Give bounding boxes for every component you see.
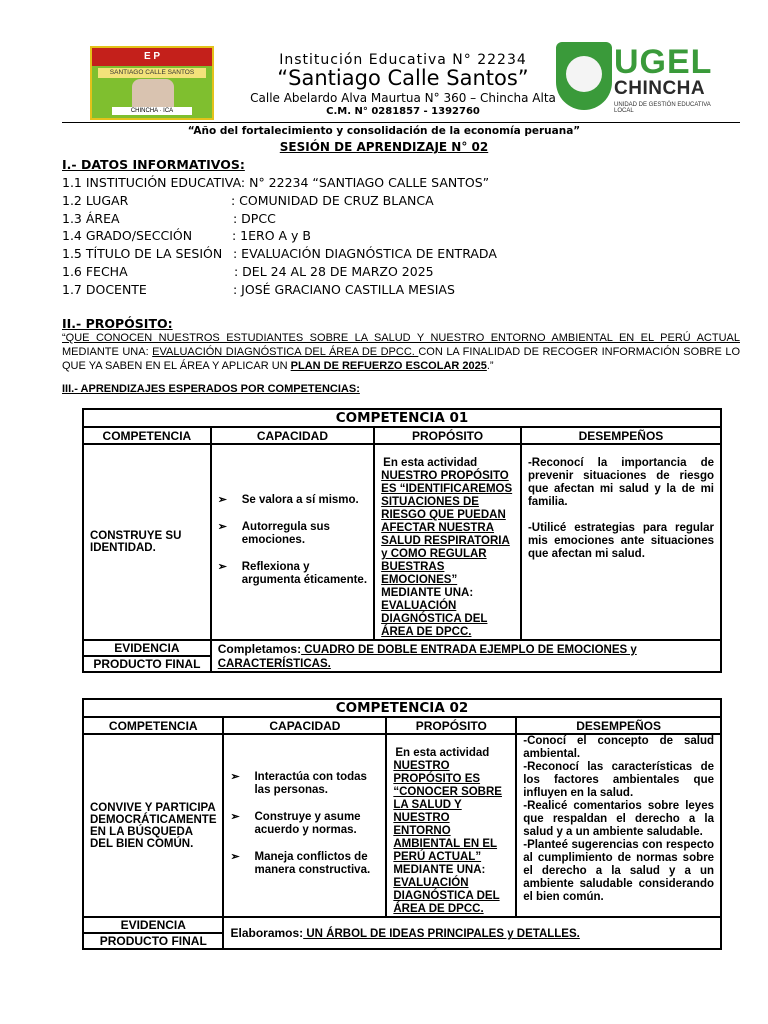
header-proposito: PROPÓSITO xyxy=(386,717,516,734)
section1-title: I.- DATOS INFORMATIVOS: xyxy=(62,157,245,172)
info-row-6 xyxy=(62,264,434,279)
info-row-7 xyxy=(62,282,455,297)
proposito-end: EVALUACIÓN DIAGNÓSTICA DEL ÁREA DE DPCC. xyxy=(381,600,488,638)
ugel-shield-icon xyxy=(556,42,612,110)
purpose-part-4: CON LA FINALIDAD DE RECOGER INFORMACIÓN SOBRE LO QUE YA SABEN EN EL ÁREA Y APLICAR UN xyxy=(62,346,741,372)
info-row-5 xyxy=(62,246,497,261)
purpose-part-3: EVALUACIÓN DIAGNÓSTICA DEL ÁREA DE DPCC. xyxy=(152,346,419,358)
desempeno-item: -Planteé sugerencias con respecto al cumplimiento de normas sobre el derecho a la salud y a un ambiente saludable considerando el bien común. xyxy=(523,839,714,903)
school-address: Calle Abelardo Alva Maurtua N° 360 – Chincha Alta xyxy=(250,91,556,105)
info-row-3 xyxy=(62,211,276,226)
producto-final-label: PRODUCTO FINAL xyxy=(83,656,211,672)
session-title: SESIÓN DE APRENDIZAJE N° 02 xyxy=(279,140,489,154)
competencia-table-1 xyxy=(82,408,722,673)
capacidad-cell xyxy=(211,444,374,640)
header-capacidad: CAPACIDAD xyxy=(223,717,386,734)
desempenos-cell xyxy=(521,444,721,640)
school-logo-bottom-text: CHINCHA · ICA xyxy=(112,107,192,115)
desempeno-item: -Reconocí la importancia de prevenir situaciones de riesgo que afectan mi salud y la de mi familia. xyxy=(527,457,714,508)
info-label: 1.2 LUGAR xyxy=(62,193,129,208)
section3-title: III.- APRENDIZAJES ESPERADOS POR COMPETENCIAS: xyxy=(62,383,360,395)
proposito-end: EVALUACIÓN DIAGNÓSTICA DEL ÁREA DE DPCC. xyxy=(393,877,500,915)
purpose-part-6: .” xyxy=(486,360,494,372)
proposito-cell xyxy=(374,444,521,640)
info-value: : DPCC xyxy=(233,211,276,226)
info-label: 1.5 TÍTULO DE LA SESIÓN xyxy=(62,246,223,261)
year-motto: “Año del fortalecimiento y consolidación de la economía peruana” xyxy=(187,125,581,137)
info-label: 1.7 DOCENTE xyxy=(62,282,147,297)
proposito-mid: MEDIANTE UNA xyxy=(381,587,470,599)
info-label: 1.6 FECHA xyxy=(62,264,128,279)
info-value: : EVALUACIÓN DIAGNÓSTICA DE ENTRADA xyxy=(233,246,497,261)
info-label: 1.3 ÁREA xyxy=(62,211,120,226)
purpose-part-1: “QUE CONOCEN NUESTROS ESTUDIANTES SOBRE LA SALUD Y NUESTRO ENTORNO AMBIENTAL EN EL PERÚ ACTUAL xyxy=(62,332,740,344)
evidencia-cell xyxy=(211,640,721,672)
competencia-table-2 xyxy=(82,698,722,950)
proposito-cell xyxy=(386,734,516,917)
header-divider xyxy=(62,122,740,123)
producto-final-label: PRODUCTO FINAL xyxy=(83,933,223,949)
evidencia-text: CUADRO DE DOBLE ENTRADA EJEMPLO DE EMOCIONES y CARACTERÍSTICAS. xyxy=(217,644,637,670)
competencia-title: COMPETENCIA 01 xyxy=(83,409,721,427)
desempeno-item: -Utilicé estrategias para regular mis emociones ante situaciones que afectan mi salud. xyxy=(527,522,714,560)
institution-line: Institución Educativa N° 22234 xyxy=(279,52,527,68)
proposito-intro: En esta actividad xyxy=(395,747,490,759)
evidencia-label: EVIDENCIA xyxy=(83,917,223,933)
section2-title: II.- PROPÓSITO: xyxy=(62,316,173,331)
header-desempenos: DESEMPEÑOS xyxy=(516,717,721,734)
capacidad-item: ➢ Construye y asume acuerdo y normas. xyxy=(254,811,379,837)
capacidad-item: ➢ Interactúa con todas las personas. xyxy=(254,771,379,797)
info-label: 1.1 INSTITUCIÓN EDUCATIVA: xyxy=(62,175,246,190)
ugel-logo xyxy=(554,40,714,114)
competencia-cell: CONVIVE Y PARTICIPA DEMOCRÁTICAMENTE EN LA BÚSQUEDA DEL BIEN COMÚN. xyxy=(83,734,223,917)
ugel-logo-tagline: UNIDAD DE GESTIÓN EDUCATIVA LOCAL xyxy=(614,102,711,114)
desempenos-cell xyxy=(516,734,721,917)
capacidad-item: ➢ Maneja conflictos de manera constructiva. xyxy=(254,851,379,877)
evidencia-label: EVIDENCIA xyxy=(83,640,211,656)
info-value: : JOSÉ GRACIANO CASTILLA MESIAS xyxy=(233,282,455,297)
purpose-part-2: MEDIANTE UNA: xyxy=(62,346,153,358)
desempeno-item: -Realicé comentarios sobre leyes que respaldan el derecho a la salud y a un ambiente saludable. xyxy=(523,800,714,838)
info-value: : COMUNIDAD DE CRUZ BLANCA xyxy=(231,193,434,208)
info-row-1 xyxy=(62,175,489,190)
proposito-intro: En esta actividad xyxy=(383,457,478,469)
evidencia-cell xyxy=(223,917,721,949)
desempeno-item: -Reconocí las características de los factores ambientales que influyen en la salud. xyxy=(523,761,714,799)
info-value: : 1ERO A y B xyxy=(232,228,312,243)
ugel-logo-subtitle: CHINCHA xyxy=(614,78,706,99)
competencia-cell: CONSTRUYE SU IDENTIDAD. xyxy=(83,444,211,640)
header-capacidad: CAPACIDAD xyxy=(211,427,374,444)
header-competencia: COMPETENCIA xyxy=(83,717,223,734)
purpose-part-5: PLAN DE REFUERZO ESCOLAR 2025 xyxy=(290,360,487,372)
info-label: 1.4 GRADO/SECCIÓN xyxy=(62,228,193,243)
school-name: “Santiago Calle Santos” xyxy=(277,66,529,90)
header-competencia: COMPETENCIA xyxy=(83,427,211,444)
purpose-paragraph xyxy=(62,331,740,373)
school-logo-portrait xyxy=(132,79,174,109)
ugel-logo-title: UGEL xyxy=(614,43,713,81)
header-proposito: PROPÓSITO xyxy=(374,427,521,444)
info-value: N° 22234 “SANTIAGO CALLE SANTOS” xyxy=(249,175,490,190)
info-value: : DEL 24 AL 28 DE MARZO 2025 xyxy=(234,264,434,279)
capacidad-item: ➢ Reflexiona y argumenta éticamente. xyxy=(242,561,367,587)
proposito-colon: : xyxy=(469,587,474,599)
info-row-4 xyxy=(62,228,312,243)
capacidad-cell xyxy=(223,734,386,917)
school-cm: C.M. N° 0281857 - 1392760 xyxy=(326,106,480,117)
info-row-2 xyxy=(62,193,434,208)
proposito-body: NUESTRO PROPÓSITO ES “CONOCER SOBRE LA SALUD Y NUESTRO ENTORNO AMBIENTAL EN EL PERÚ ACTUAL” xyxy=(393,760,502,863)
capacidad-item: ➢ Se valora a sí mismo. xyxy=(242,494,367,507)
proposito-mid: MEDIANTE UNA: xyxy=(393,864,486,876)
header-desempenos: DESEMPEÑOS xyxy=(521,427,721,444)
school-logo-band-text: SANTIAGO CALLE SANTOS xyxy=(98,68,206,78)
evidencia-prefix: Elaboramos: xyxy=(230,926,304,940)
competencia-title: COMPETENCIA 02 xyxy=(83,699,721,717)
school-logo-top-text: E P xyxy=(92,48,212,66)
capacidad-item: ➢ Autorregula sus emociones. xyxy=(242,521,367,547)
school-logo xyxy=(90,46,214,120)
desempeno-item: -Conocí el concepto de salud ambiental. xyxy=(523,735,714,760)
evidencia-prefix: Completamos: xyxy=(217,642,302,656)
evidencia-text: UN ÁRBOL DE IDEAS PRINCIPALES y DETALLES. xyxy=(303,928,580,940)
proposito-body: NUESTRO PROPÓSITO ES “IDENTIFICAREMOS SITUACIONES DE RIESGO QUE PUEDAN AFECTAR NUESTRA SALUD RESPIRATORIA y COMO REGULAR BUESTRAS EMOCIONES” xyxy=(381,470,513,586)
